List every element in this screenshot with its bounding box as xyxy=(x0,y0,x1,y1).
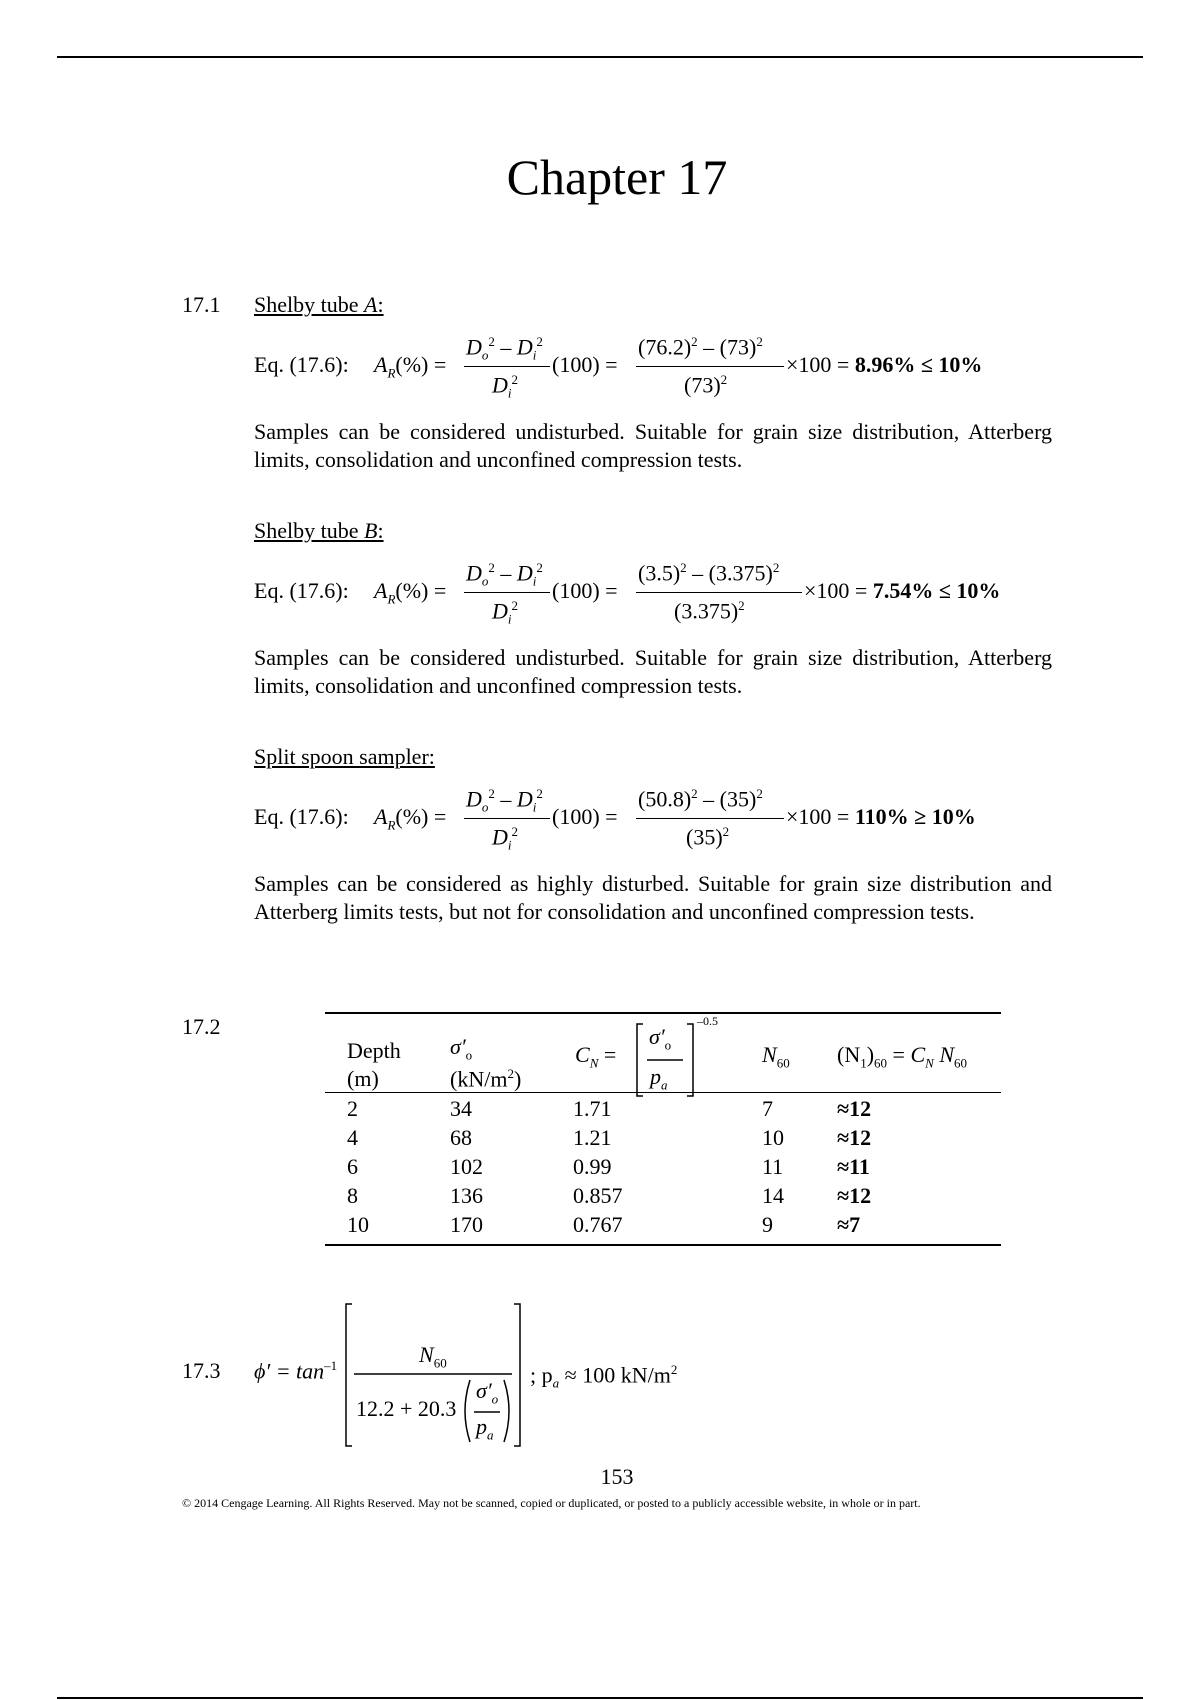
cn-bracket-fraction xyxy=(635,1020,715,1100)
fraction-bar xyxy=(464,818,550,819)
ar-lhs: $A_R(\%)$ = xyxy=(374,578,447,607)
numeric-numerator: $(76.2)^2 - (73)^2$ xyxy=(638,334,763,360)
cell-depth: 10 xyxy=(347,1212,369,1237)
cell-cn: 0.99 xyxy=(573,1154,612,1179)
cell-n60: 11 xyxy=(762,1154,784,1179)
cell-cn: 0.857 xyxy=(573,1183,623,1208)
header-depth-unit: (m) xyxy=(347,1066,379,1091)
cell-sigma: 170 xyxy=(450,1212,483,1237)
pa-note: ; $p_a \approx 100$ $kN/m^2$ xyxy=(530,1362,678,1391)
cn-numerator: $\sigma'_o$ xyxy=(649,1024,672,1053)
phi-lhs: $\phi' = \tan^{-1}$ xyxy=(254,1358,338,1384)
eq-label: Eq. (17.6): xyxy=(254,804,349,829)
ar-lhs: $A_R(\%)$ = xyxy=(374,352,447,381)
numeric-denominator: $(3.375)^2$ xyxy=(674,598,745,624)
fraction-bar xyxy=(636,366,784,367)
text-tube-a: Samples can be considered undisturbed. Suitable for grain size distribution, Atterberg limits, consolidation and unconfined compression tests. xyxy=(254,419,1052,472)
fraction-bar xyxy=(464,592,550,593)
cn-denominator: $p_a$ xyxy=(650,1064,668,1093)
times-100: (100) = xyxy=(552,352,618,377)
heading-shelby-tube-b: Shelby tube B: xyxy=(254,518,384,543)
bottom-rule xyxy=(57,1697,1143,1699)
fraction-bar xyxy=(636,592,802,593)
cell-sigma: 68 xyxy=(450,1125,472,1150)
times-100: (100) = xyxy=(552,578,618,603)
sigma-o: $\sigma'_o$ xyxy=(476,1378,499,1407)
cell-depth: 8 xyxy=(347,1183,358,1208)
equation-split-spoon xyxy=(254,786,1074,866)
generic-denominator: $D_i^2$ xyxy=(492,372,519,401)
generic-numerator: $D_o^2 - D_i^2$ xyxy=(466,560,543,589)
cell-n160: ≈11 xyxy=(837,1154,870,1179)
cell-n160: ≈12 xyxy=(837,1183,872,1208)
numerator-n60: $N_{60}$ xyxy=(419,1342,447,1371)
header-depth: Depth xyxy=(347,1038,401,1063)
result: ×100 = 7.54% ≤ 10% xyxy=(804,578,1001,603)
times-100: (100) = xyxy=(552,804,618,829)
cell-cn: 1.21 xyxy=(573,1125,612,1150)
header-n60: $N_{60}$ xyxy=(762,1042,790,1071)
problem-number-17-1: 17.1 xyxy=(182,292,221,317)
cell-cn: 0.767 xyxy=(573,1212,623,1237)
generic-numerator: $D_o^2 - D_i^2$ xyxy=(466,786,543,815)
problem-number-17-3: 17.3 xyxy=(182,1358,221,1383)
header-sigma: $\sigma'_o$ xyxy=(450,1034,473,1063)
denominator-const: 12.2 + 20.3 xyxy=(356,1396,457,1421)
table-header-rule xyxy=(325,1092,1001,1093)
cell-n60: 9 xyxy=(762,1212,773,1237)
result: ×100 = 8.96% ≤ 10% xyxy=(786,352,983,377)
cell-cn: 1.71 xyxy=(573,1096,612,1121)
cell-sigma: 102 xyxy=(450,1154,483,1179)
header-cn: $C_N$ = xyxy=(575,1042,617,1071)
table-top-rule xyxy=(325,1012,1001,1014)
equation-tube-b xyxy=(254,560,1074,640)
cell-n60: 7 xyxy=(762,1096,773,1121)
cell-sigma: 34 xyxy=(450,1096,472,1121)
cell-n60: 14 xyxy=(762,1183,784,1208)
cell-sigma: 136 xyxy=(450,1183,483,1208)
result: ×100 = 110% ≥ 10% xyxy=(786,804,976,829)
generic-denominator: $D_i^2$ xyxy=(492,824,519,853)
top-rule xyxy=(57,56,1143,58)
equation-tube-a xyxy=(254,334,1074,414)
numeric-denominator: $(73)^2$ xyxy=(684,372,728,398)
cell-n60: 10 xyxy=(762,1125,784,1150)
copyright-notice: © 2014 Cengage Learning. All Rights Reserved. May not be scanned, copied or duplicated, or posted to a publicly accessible website, in whole or in part. xyxy=(182,1496,921,1510)
text-tube-b: Samples can be considered undisturbed. Suitable for grain size distribution, Atterberg limits, consolidation and unconfined compression tests. xyxy=(254,645,1052,698)
numeric-numerator: $(3.5)^2 - (3.375)^2$ xyxy=(638,560,780,586)
ar-lhs: $A_R(\%)$ = xyxy=(374,804,447,833)
cn-exponent: –0.5 xyxy=(697,1014,718,1028)
header-n160: $(N_1)_{60} = C_N$ $N_{60}$ xyxy=(837,1042,968,1071)
page-number: 153 xyxy=(600,1464,634,1489)
cell-depth: 4 xyxy=(347,1125,358,1150)
eq-label: Eq. (17.6): xyxy=(254,578,349,603)
table-bottom-rule xyxy=(325,1244,1001,1246)
header-sigma-unit: $(kN/m^2)$ xyxy=(450,1066,522,1092)
numeric-numerator: $(50.8)^2 - (35)^2$ xyxy=(638,786,763,812)
cell-depth: 2 xyxy=(347,1096,358,1121)
chapter-title: Chapter 17 xyxy=(506,149,728,205)
text-split-spoon: Samples can be considered as highly disturbed. Suitable for grain size distribution and Atterberg limits tests, but not for consolidation and unconfined compression tests. xyxy=(254,871,1052,924)
problem-number-17-2: 17.2 xyxy=(182,1014,221,1039)
heading-split-spoon: Split spoon sampler: xyxy=(254,744,435,769)
cell-n160: ≈12 xyxy=(837,1096,872,1121)
heading-shelby-tube-a: Shelby tube A: xyxy=(254,292,384,317)
generic-numerator: $D_o^2 - D_i^2$ xyxy=(466,334,543,363)
eq-label: Eq. (17.6): xyxy=(254,352,349,377)
cell-n160: ≈7 xyxy=(837,1212,861,1237)
cell-n160: ≈12 xyxy=(837,1125,872,1150)
numeric-denominator: $(35)^2$ xyxy=(686,824,730,850)
fraction-bar xyxy=(464,366,550,367)
cell-depth: 6 xyxy=(347,1154,358,1179)
formula-17-3 xyxy=(254,1300,754,1450)
p-a: $p_a$ xyxy=(476,1414,494,1443)
fraction-bar xyxy=(636,818,784,819)
generic-denominator: $D_i^2$ xyxy=(492,598,519,627)
